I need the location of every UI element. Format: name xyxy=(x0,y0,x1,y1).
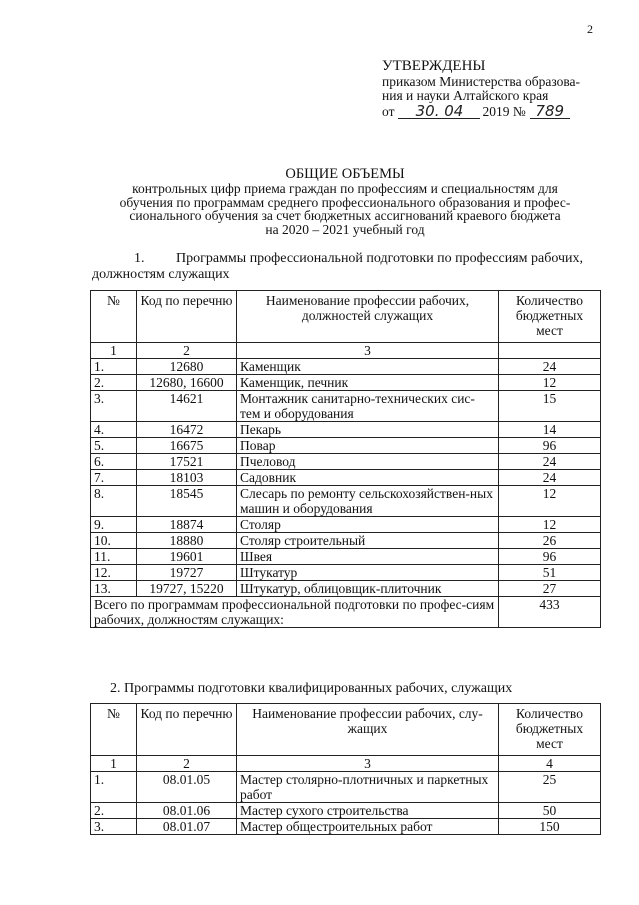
row-number: 10. xyxy=(91,533,137,549)
column-header: Код по перечню xyxy=(137,291,237,343)
row-count: 24 xyxy=(499,359,601,375)
row-count: 24 xyxy=(499,454,601,470)
handwritten-number: 789 xyxy=(530,105,570,119)
row-number: 2. xyxy=(91,375,137,391)
table-1 xyxy=(90,290,601,628)
row-code: 12680, 16600 xyxy=(137,375,237,391)
row-count: 12 xyxy=(499,517,601,533)
row-code: 08.01.06 xyxy=(137,803,237,819)
table-2 xyxy=(90,703,601,835)
row-count: 150 xyxy=(499,819,601,835)
row-code: 16675 xyxy=(137,438,237,454)
row-count: 26 xyxy=(499,533,601,549)
row-number: 12. xyxy=(91,565,137,581)
column-header: Наименование профессии рабочих, должностей служащих xyxy=(237,291,499,343)
table-row xyxy=(91,565,601,581)
row-name: Садовник xyxy=(237,470,499,486)
row-name: Мастер столярно-плотничных и паркетных работ xyxy=(237,772,499,803)
approval-line-2: ния и науки Алтайского края xyxy=(382,88,549,103)
approval-prefix: от xyxy=(382,104,395,119)
section-1-title-line-2: должностям служащих xyxy=(92,267,230,282)
column-header: Количество бюджетных мест xyxy=(499,291,601,343)
row-number: 7. xyxy=(91,470,137,486)
row-name: Штукатур, облицовщик-плиточник xyxy=(237,581,499,597)
index-cell xyxy=(499,343,601,359)
row-code: 17521 xyxy=(137,454,237,470)
table-row xyxy=(91,819,601,835)
table-row xyxy=(91,581,601,597)
row-count: 24 xyxy=(499,470,601,486)
table-row xyxy=(91,422,601,438)
column-header: Наименование профессии рабочих, слу-жащих xyxy=(237,704,499,756)
row-number: 8. xyxy=(91,486,137,517)
approval-date-line xyxy=(382,102,580,120)
table-total-row xyxy=(91,597,601,628)
table-row xyxy=(91,549,601,565)
table-row xyxy=(91,470,601,486)
row-count: 25 xyxy=(499,772,601,803)
row-code: 16472 xyxy=(137,422,237,438)
row-count: 96 xyxy=(499,438,601,454)
section-1-title xyxy=(92,251,602,283)
document-heading xyxy=(92,166,598,236)
approval-line-1: приказом Министерства образова- xyxy=(382,74,581,89)
row-number: 1. xyxy=(91,359,137,375)
row-number: 4. xyxy=(91,422,137,438)
heading-line: обучения по программам среднего профессионального образования и профес- xyxy=(119,194,571,210)
row-code: 08.01.05 xyxy=(137,772,237,803)
row-code: 19601 xyxy=(137,549,237,565)
row-name: Пчеловод xyxy=(237,454,499,470)
section-1-number: 1. xyxy=(134,251,145,266)
page-number: 2 xyxy=(587,22,593,36)
table-row xyxy=(91,375,601,391)
table-row xyxy=(91,533,601,549)
row-number: 3. xyxy=(91,819,137,835)
row-number: 13. xyxy=(91,581,137,597)
row-count: 96 xyxy=(499,549,601,565)
row-code: 18103 xyxy=(137,470,237,486)
row-name: Каменщик xyxy=(237,359,499,375)
row-name: Швея xyxy=(237,549,499,565)
approval-block xyxy=(382,58,580,119)
row-code: 18545 xyxy=(137,486,237,517)
row-count: 15 xyxy=(499,391,601,422)
row-name: Слесарь по ремонту сельскохозяйствен-ных машин и оборудования xyxy=(237,486,499,517)
index-cell: 4 xyxy=(499,756,601,772)
row-number: 11. xyxy=(91,549,137,565)
approval-title: УТВЕРЖДЕНЫ xyxy=(382,58,486,74)
table-row xyxy=(91,359,601,375)
row-code: 14621 xyxy=(137,391,237,422)
table-header-row xyxy=(91,704,601,756)
index-cell: 3 xyxy=(237,756,499,772)
row-number: 6. xyxy=(91,454,137,470)
table-index-row xyxy=(91,343,601,359)
column-header: Количество бюджетных мест xyxy=(499,704,601,756)
table-row xyxy=(91,438,601,454)
row-name: Штукатур xyxy=(237,565,499,581)
row-code: 19727, 15220 xyxy=(137,581,237,597)
row-name: Повар xyxy=(237,438,499,454)
row-number: 3. xyxy=(91,391,137,422)
table-row xyxy=(91,772,601,803)
row-name: Пекарь xyxy=(237,422,499,438)
section-2-title: 2. Программы подготовки квалифицированных рабочих, служащих xyxy=(110,681,513,696)
table-row xyxy=(91,486,601,517)
table-row xyxy=(91,391,601,422)
table-index-row xyxy=(91,756,601,772)
row-count: 51 xyxy=(499,565,601,581)
table-row xyxy=(91,454,601,470)
index-cell: 2 xyxy=(137,343,237,359)
column-header: Код по перечню xyxy=(137,704,237,756)
row-code: 18880 xyxy=(137,533,237,549)
total-label: Всего по программам профессиональной подготовки по профес-сиям рабочих, должностям служащих: xyxy=(91,597,499,628)
handwritten-date: 30. 04 xyxy=(398,105,480,119)
heading-line: на 2020 – 2021 учебный год xyxy=(265,221,425,237)
row-number: 1. xyxy=(91,772,137,803)
row-name: Столяр xyxy=(237,517,499,533)
row-name: Мастер общестроительных работ xyxy=(237,819,499,835)
column-header: № xyxy=(91,291,137,343)
total-value: 433 xyxy=(499,597,601,628)
table-row xyxy=(91,803,601,819)
table-header-row xyxy=(91,291,601,343)
row-count: 50 xyxy=(499,803,601,819)
column-header: № xyxy=(91,704,137,756)
row-name: Каменщик, печник xyxy=(237,375,499,391)
row-number: 9. xyxy=(91,517,137,533)
index-cell: 3 xyxy=(237,343,499,359)
index-cell: 1 xyxy=(91,343,137,359)
row-code: 08.01.07 xyxy=(137,819,237,835)
approval-year: 2019 № xyxy=(482,104,526,119)
row-code: 19727 xyxy=(137,565,237,581)
row-code: 12680 xyxy=(137,359,237,375)
index-cell: 1 xyxy=(91,756,137,772)
row-count: 14 xyxy=(499,422,601,438)
row-number: 5. xyxy=(91,438,137,454)
row-name: Столяр строительный xyxy=(237,533,499,549)
index-cell: 2 xyxy=(137,756,237,772)
heading-line: контрольных цифр приема граждан по профессиям и специальностям для xyxy=(132,181,558,196)
row-name: Мастер сухого строительства xyxy=(237,803,499,819)
row-name: Монтажник санитарно-технических сис-тем и оборудования xyxy=(237,391,499,422)
row-code: 18874 xyxy=(137,517,237,533)
heading-line: сионального обучения за счет бюджетных ассигнований краевого бюджета xyxy=(129,208,561,223)
row-count: 12 xyxy=(499,486,601,517)
table-row xyxy=(91,517,601,533)
row-count: 12 xyxy=(499,375,601,391)
row-count: 27 xyxy=(499,581,601,597)
row-number: 2. xyxy=(91,803,137,819)
heading-main: ОБЩИЕ ОБЪЕМЫ xyxy=(285,166,405,182)
section-1-title-line-1: Программы профессиональной подготовки по профессиям рабочих, xyxy=(176,251,584,266)
